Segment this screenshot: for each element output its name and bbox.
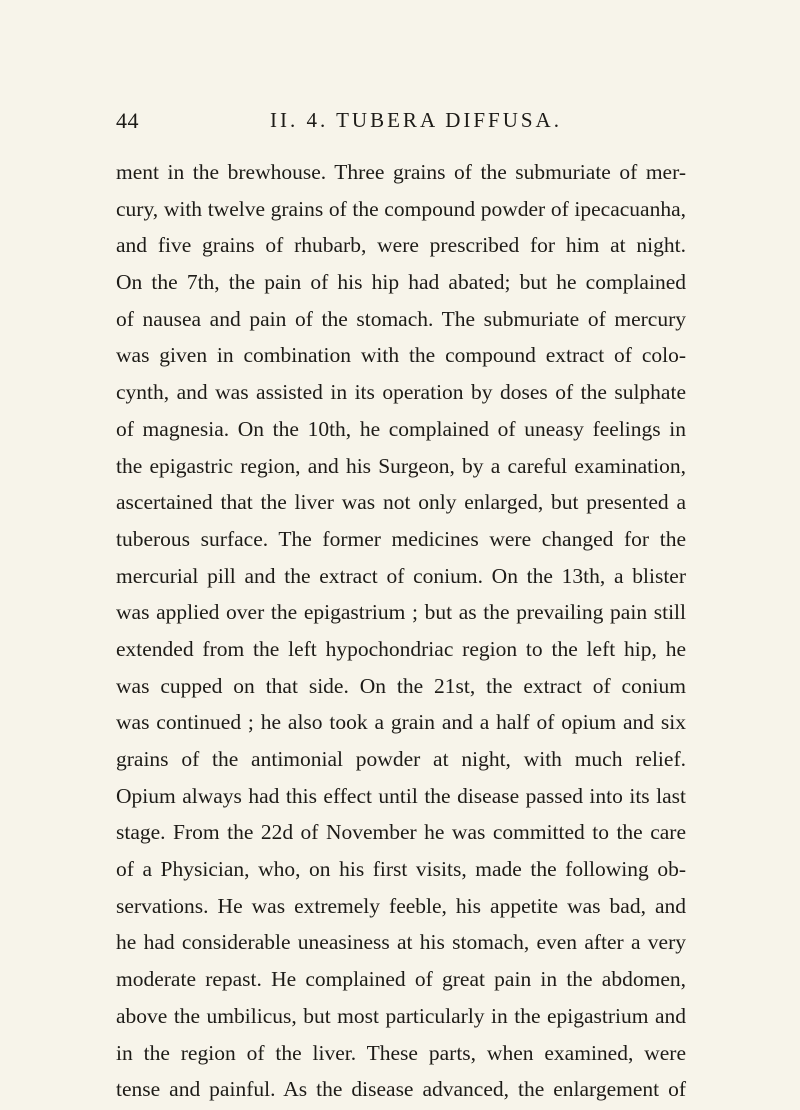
text-line: ascertained that the liver was not only enlarged, but presented a — [116, 490, 686, 515]
text-line: Opium always had this effect until the disease passed into its last — [116, 783, 686, 808]
text-line: ment in the brewhouse. Three grains of the submuriate of mer- — [116, 160, 686, 184]
text-line: tuberous surface. The former medicines were changed for the — [116, 526, 686, 551]
text-line: was given in combination with the compound extract of colo- — [116, 343, 686, 368]
text-line: mercurial pill and the extract of conium. On the 13th, a blister — [116, 563, 686, 588]
text-line: he had considerable uneasiness at his stomach, even after a very — [116, 930, 686, 955]
text-line: servations. He was extremely feeble, his appetite was bad, and — [116, 893, 686, 918]
text-line: of magnesia. On the 10th, he complained of uneasy feelings in — [116, 416, 686, 441]
text-line: grains of the antimonial powder at night, with much relief. — [116, 747, 686, 771]
text-line: moderate repast. He complained of great pain in the abdomen, — [116, 967, 686, 992]
text-line: of nausea and pain of the stomach. The submuriate of mercury — [116, 306, 686, 331]
text-line: was cupped on that side. On the 21st, the extract of conium — [116, 673, 686, 698]
text-line: On the 7th, the pain of his hip had abated; but he complained — [116, 270, 686, 295]
text-line: above the umbilicus, but most particularly in the epigastrium and — [116, 1003, 686, 1028]
text-line: extended from the left hypochondriac region to the left hip, he — [116, 636, 686, 661]
text-line: tense and painful. As the disease advanced, the enlargement of — [116, 1077, 686, 1102]
text-line: was applied over the epigastrium ; but as the prevailing pain still — [116, 600, 686, 625]
text-line: stage. From the 22d of November he was committed to the care — [116, 820, 686, 845]
page-number: 44 — [116, 108, 139, 133]
text-line: cury, with twelve grains of the compound powder of ipecacuanha, — [116, 196, 686, 221]
text-line: of a Physician, who, on his first visits, made the following ob- — [116, 857, 686, 882]
chapter-heading: II. 4. TUBERA DIFFUSA. — [270, 108, 562, 132]
text-line: was continued ; he also took a grain and a half of opium and six — [116, 710, 686, 735]
running-head — [116, 108, 686, 140]
text-line: and five grains of rhubarb, were prescribed for him at night. — [116, 233, 686, 258]
text-line: in the region of the liver. These parts, when examined, were — [116, 1040, 686, 1065]
text-line: the epigastric region, and his Surgeon, by a careful examination, — [116, 453, 686, 478]
text-line: cynth, and was assisted in its operation by doses of the sulphate — [116, 380, 686, 405]
body-text — [116, 154, 686, 1108]
